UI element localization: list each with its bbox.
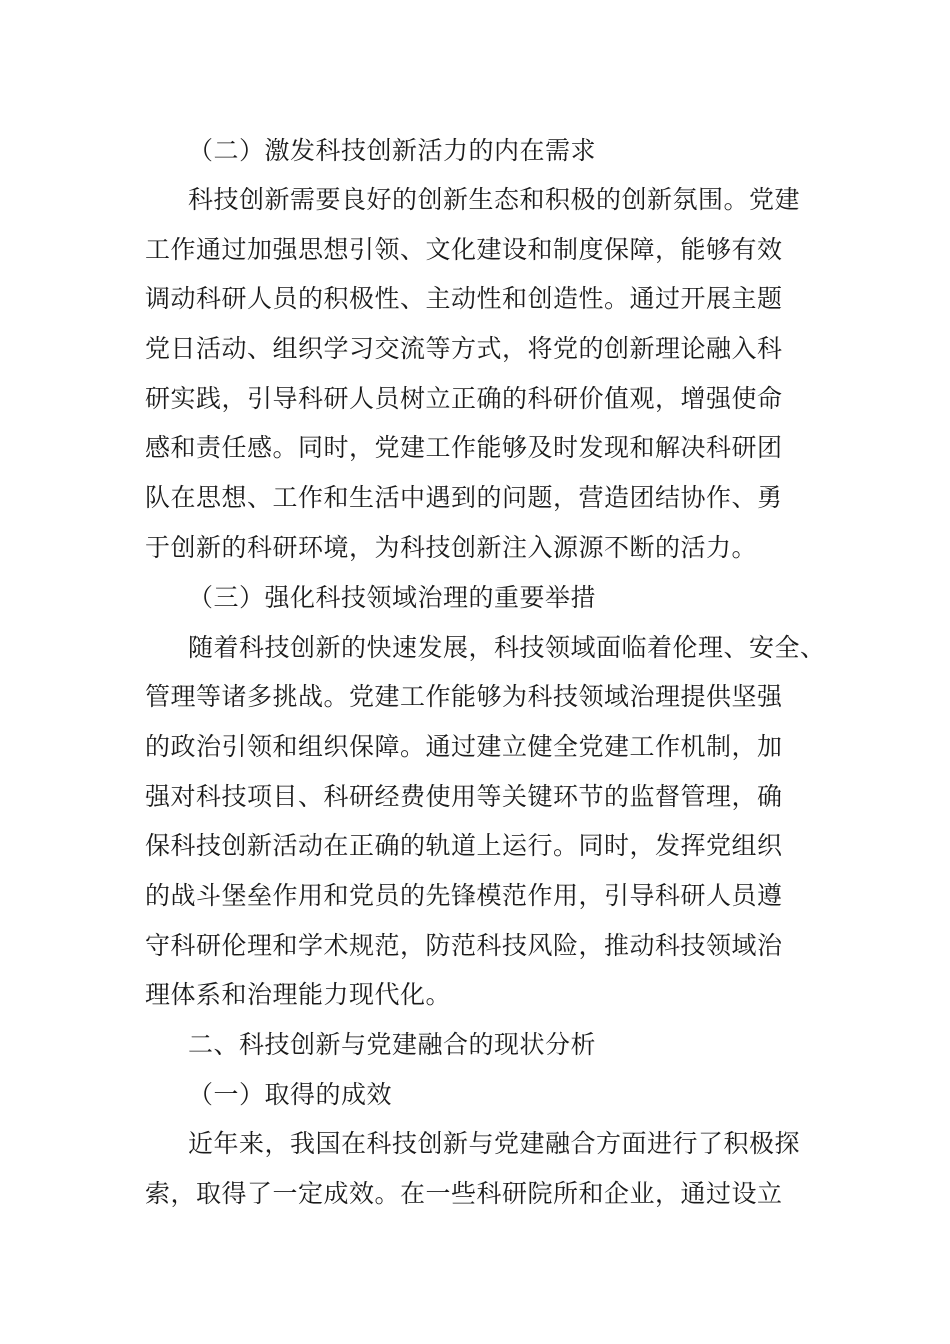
paragraph-line: 调动科研人员的积极性、主动性和创造性。通过开展主题 — [145, 284, 783, 313]
paragraph-line: 的政治引领和组织保障。通过建立健全党建工作机制，加 — [145, 732, 783, 761]
paragraph-line: 理体系和治理能力现代化。 — [145, 980, 452, 1009]
paragraph-line: 随着科技创新的快速发展，科技领域面临着伦理、安全、 — [188, 633, 826, 662]
paragraph-line: 索，取得了一定成效。在一些科研院所和企业，通过设立 — [145, 1179, 783, 1208]
paragraph-line: 于创新的科研环境，为科技创新注入源源不断的活力。 — [145, 533, 758, 562]
paragraph-line: 强对科技项目、科研经费使用等关键环节的监督管理，确 — [145, 782, 783, 811]
section-heading: 二、科技创新与党建融合的现状分析 — [188, 1030, 597, 1059]
paragraph-line: 的战斗堡垒作用和党员的先锋模范作用，引导科研人员遵 — [145, 881, 783, 910]
paragraph-line: 工作通过加强思想引领、文化建设和制度保障，能够有效 — [145, 235, 783, 264]
paragraph-line: 队在思想、工作和生活中遇到的问题，营造团结协作、勇 — [145, 483, 783, 512]
paragraph-line: 近年来，我国在科技创新与党建融合方面进行了积极探 — [188, 1129, 801, 1158]
subheading-2: （二）激发科技创新活力的内在需求 — [188, 136, 597, 165]
paragraph-line: 守科研伦理和学术规范，防范科技风险，推动科技领域治 — [145, 931, 783, 960]
paragraph-line: 研实践，引导科研人员树立正确的科研价值观，增强使命 — [145, 384, 783, 413]
paragraph-line: 科技创新需要良好的创新生态和积极的创新氛围。党建 — [188, 185, 801, 214]
subheading-3: （三）强化科技领域治理的重要举措 — [188, 583, 597, 612]
paragraph-line: 保科技创新活动在正确的轨道上运行。同时，发挥党组织 — [145, 831, 783, 860]
subheading-1: （一）取得的成效 — [188, 1080, 393, 1109]
paragraph-line: 党日活动、组织学习交流等方式，将党的创新理论融入科 — [145, 334, 783, 363]
paragraph-line: 管理等诸多挑战。党建工作能够为科技领域治理提供坚强 — [145, 682, 783, 711]
paragraph-line: 感和责任感。同时，党建工作能够及时发现和解决科研团 — [145, 433, 783, 462]
